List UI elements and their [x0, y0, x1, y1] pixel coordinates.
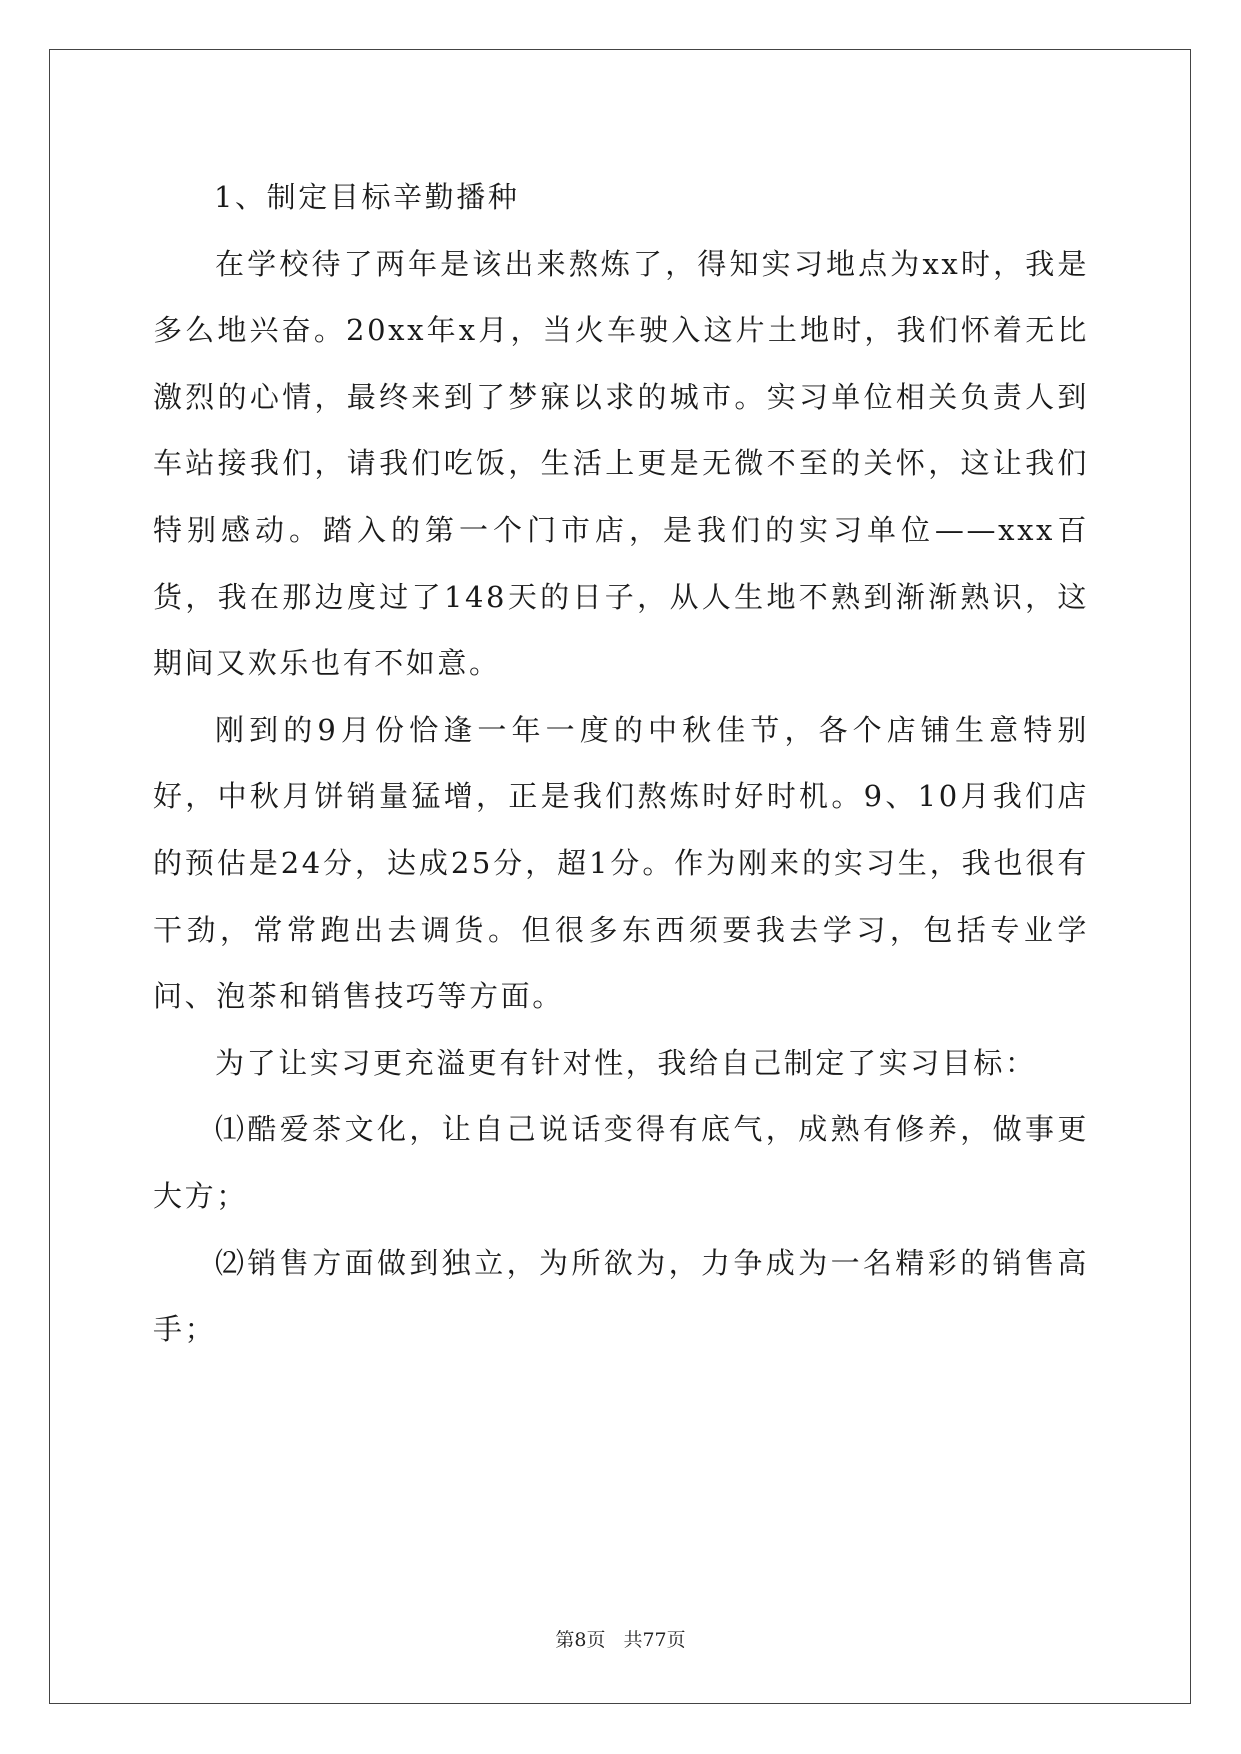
page-number: 第8页 — [555, 1629, 606, 1651]
goal-item-2: ⑵销售方面做到独立，为所欲为，力争成为一名精彩的销售高手； — [153, 1245, 1089, 1347]
section-heading: 1、制定目标辛勤播种 — [214, 180, 520, 214]
document-body — [153, 164, 1089, 1363]
paragraph-mid-autumn: 刚到的9月份恰逢一年一度的中秋佳节，各个店铺生意特别好，中秋月饼销量猛增，正是我们熬炼时好时机。9、10月我们店的预估是24分，达成25分，超1分。作为刚来的实习生，我也很有干劲，常常跑出去调货。但很多东西须要我去学习，包括专业学问、泡茶和销售技巧等方面。 — [153, 712, 1089, 1014]
page-total: 共77页 — [623, 1629, 686, 1651]
page-footer — [0, 1625, 1241, 1652]
paragraph-arrival: 在学校待了两年是该出来熬炼了，得知实习地点为xx时，我是多么地兴奋。20xx年x月，当火车驶入这片土地时，我们怀着无比激烈的心情，最终来到了梦寐以求的城市。实习单位相关负责人到车站接我们，请我们吃饭，生活上更是无微不至的关怀，这让我们特别感动。踏入的第一个门市店，是我们的实习单位——xxx百货，我在那边度过了148天的日子，从人生地不熟到渐渐熟识，这期间又欢乐也有不如意。 — [153, 246, 1089, 681]
goal-item-1: ⑴酷爱茶文化，让自己说话变得有底气，成熟有修养，做事更大方； — [153, 1112, 1089, 1213]
paragraph-goals-intro: 为了让实习更充溢更有针对性，我给自己制定了实习目标： — [215, 1045, 1037, 1080]
